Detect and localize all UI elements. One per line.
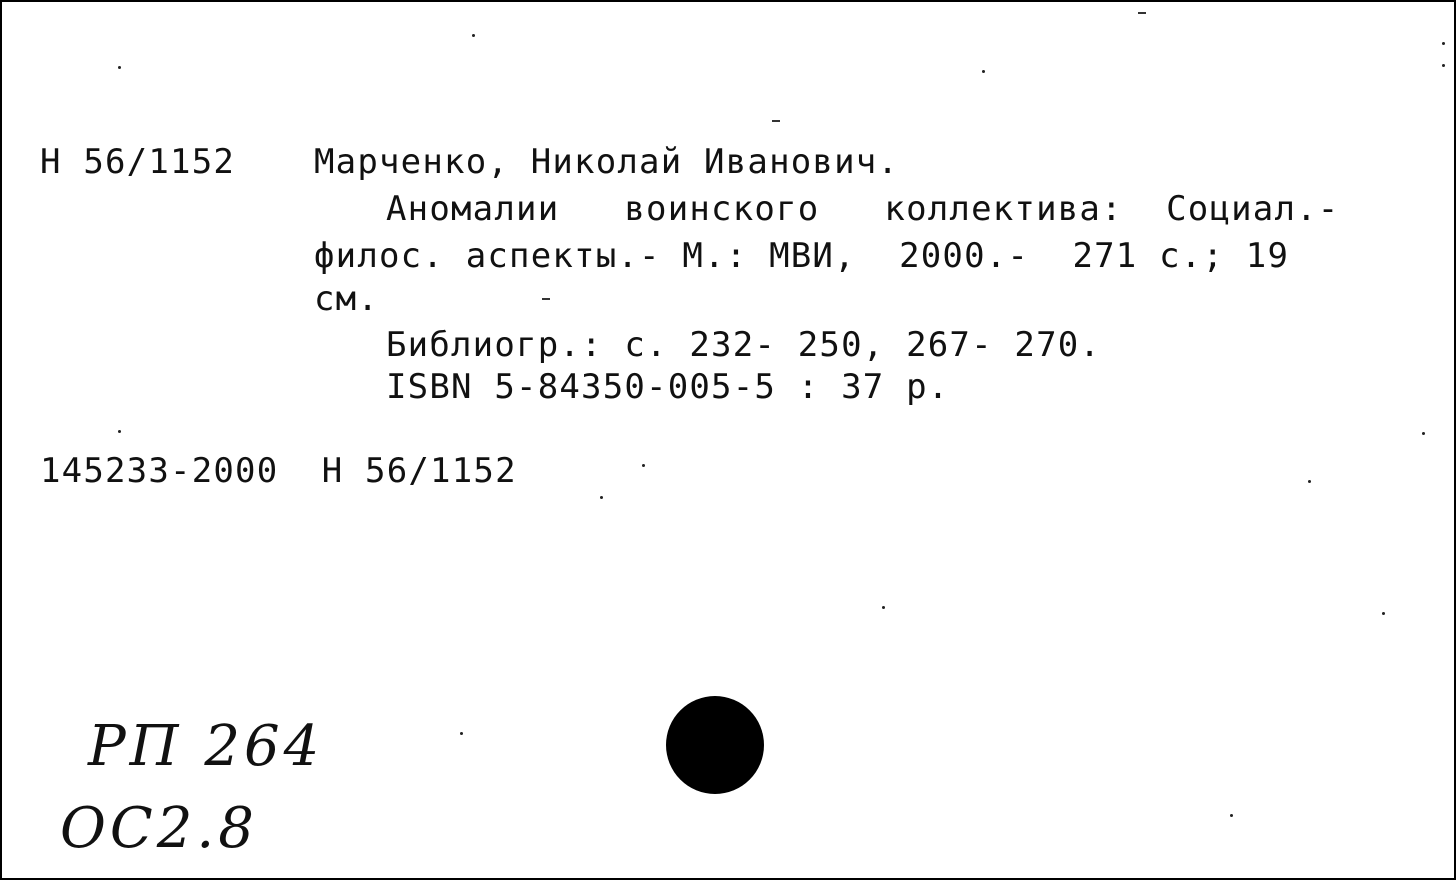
handwritten-shelf-mark: РП 264 [88, 714, 324, 779]
handwritten-classification: ОС2.8 [60, 796, 258, 861]
bibliography-note: Библиогр.: с. 232- 250, 267- 270. [386, 325, 1102, 365]
scan-speck [1230, 814, 1233, 817]
scan-speck [1308, 480, 1311, 483]
isbn-price: ISBN 5-84350-005-5 : 37 р. [386, 367, 950, 407]
scan-speck [1442, 42, 1445, 45]
scan-speck [460, 732, 463, 735]
scan-speck [1382, 612, 1385, 615]
scan-speck [472, 34, 475, 37]
inventory-number: 145233-2000 Н 56/1152 [40, 451, 517, 491]
scan-speck [1442, 64, 1445, 67]
scan-speck [542, 298, 550, 300]
scan-speck [642, 464, 645, 467]
call-number: Н 56/1152 [40, 142, 236, 182]
scan-speck [882, 606, 885, 609]
title-line-3: см. [314, 279, 380, 319]
title-line-1: Аномалии воинского коллектива: Социал.- [386, 189, 1340, 229]
scan-speck [118, 430, 121, 433]
scan-speck [118, 66, 121, 69]
scan-speck [772, 120, 780, 122]
title-line-2: филос. аспекты.- М.: МВИ, 2000.- 271 с.; 19 [314, 236, 1290, 276]
author: Марченко, Николай Иванович. [314, 142, 900, 182]
punch-hole [666, 696, 764, 794]
scan-speck [1138, 12, 1146, 14]
scan-speck [600, 496, 603, 499]
scan-speck [982, 70, 985, 73]
scan-speck [1422, 432, 1425, 435]
